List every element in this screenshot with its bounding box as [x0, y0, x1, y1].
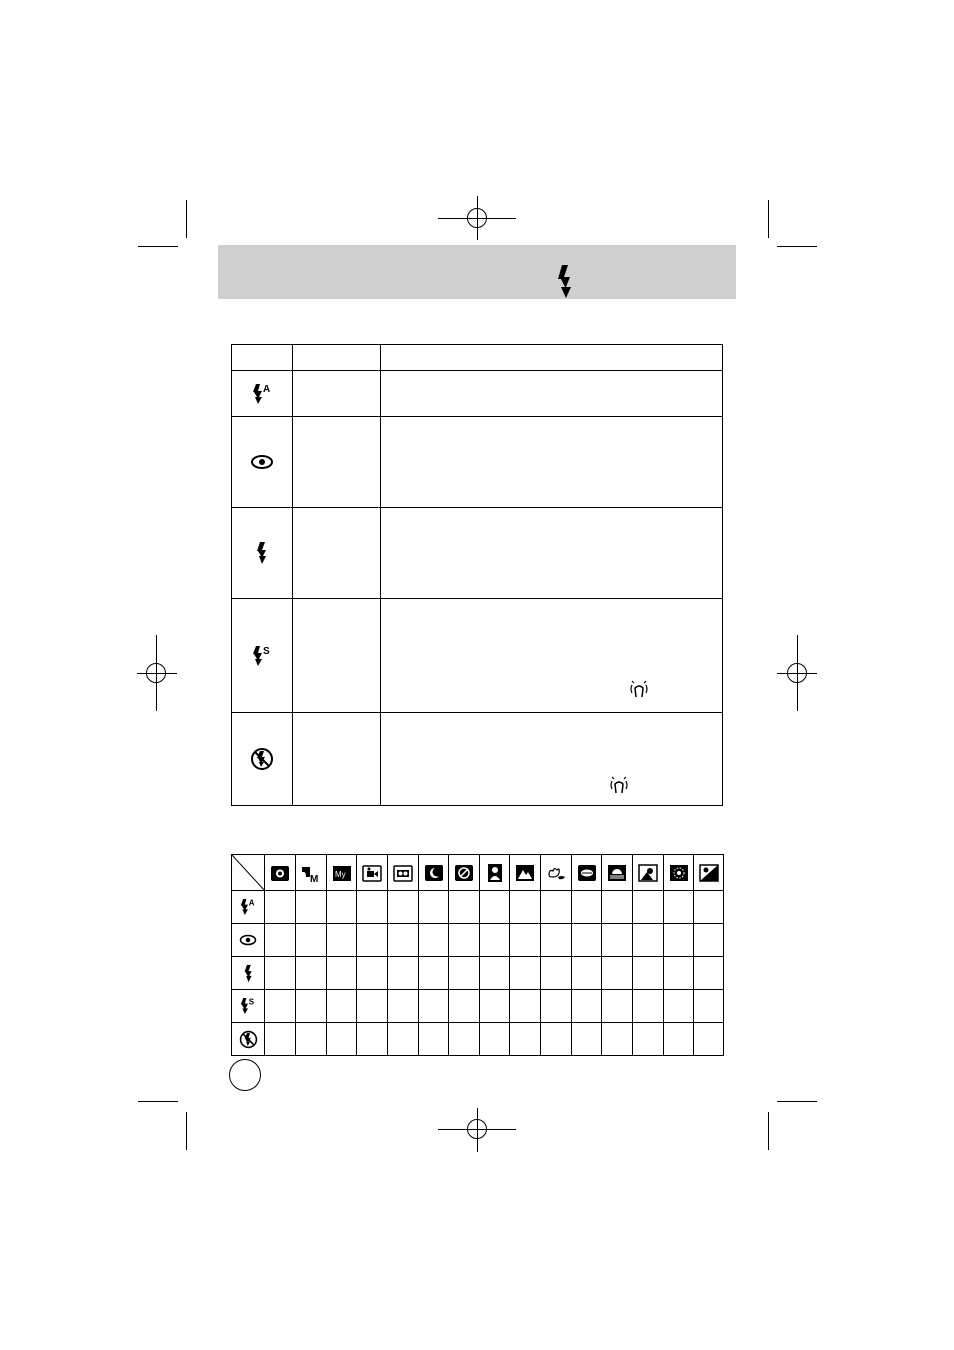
flash-mode-description: [381, 508, 723, 599]
section-header-band: [218, 245, 736, 299]
flash-mode-description: [381, 417, 723, 508]
svg-text:S: S: [248, 997, 255, 1007]
flash-mode-name: [293, 713, 381, 806]
auto-flash-icon: [240, 897, 256, 917]
table-row: [232, 599, 723, 713]
column-header-icon: [232, 345, 293, 371]
landscape-icon: [515, 863, 535, 883]
table-row: [232, 957, 724, 990]
backlight-icon: [638, 863, 658, 883]
flash-mode-description: [381, 599, 723, 713]
flash-icon: [556, 265, 576, 301]
flash-compatibility-table: [231, 854, 724, 1056]
red-eye-reduction-icon: [239, 934, 257, 946]
flash-mode-name: [293, 508, 381, 599]
slow-sync-icon: [252, 644, 272, 668]
portrait-icon: [485, 863, 505, 883]
flash-mode-name: [293, 599, 381, 713]
night-scene-icon: [424, 863, 444, 883]
flash-mode-name: [293, 417, 381, 508]
svg-text:A: A: [263, 383, 271, 395]
table-row: [232, 508, 723, 599]
beauty-shot-icon: [454, 863, 474, 883]
camera-shake-icon: [628, 679, 650, 701]
table-row: [232, 371, 723, 417]
table-row: [232, 713, 723, 806]
corner-cell: [232, 855, 265, 891]
table-row: [232, 891, 724, 924]
flash-mode-description: [381, 713, 723, 806]
table-row: [232, 990, 724, 1023]
svg-text:A: A: [248, 898, 255, 908]
camera-shake-icon: [608, 775, 630, 797]
red-eye-reduction-icon: [250, 454, 274, 470]
flash-modes-table: [231, 344, 723, 806]
text-icon: [577, 863, 597, 883]
fireworks-icon: [669, 863, 689, 883]
table-header-row: [232, 855, 724, 891]
table-row: [232, 924, 724, 957]
flash-mode-description: [381, 371, 723, 417]
table-header-row: [232, 345, 723, 371]
movie-mode-icon: [362, 863, 382, 883]
sunset-icon: [607, 863, 627, 883]
myset-mode-icon: [332, 863, 352, 883]
auto-flash-icon: [252, 382, 272, 406]
svg-text:My: My: [334, 869, 346, 879]
auto-mode-icon: [270, 863, 290, 883]
slow-sync-icon: [240, 996, 256, 1016]
flash-mode-name: [293, 371, 381, 417]
column-header-mode: [293, 345, 381, 371]
dual-is-icon: [393, 863, 413, 883]
manual-mode-icon: [301, 863, 321, 883]
fill-in-flash-icon: [243, 964, 254, 983]
flash-off-icon: [239, 1030, 258, 1049]
flash-off-icon: [250, 747, 274, 771]
beach-snow-icon: [699, 863, 719, 883]
table-row: [232, 1023, 724, 1056]
svg-text:S: S: [263, 645, 270, 657]
fill-in-flash-icon: [255, 541, 269, 565]
column-header-description: [381, 345, 723, 371]
page-number-badge: [229, 1059, 261, 1091]
svg-text:M: M: [310, 873, 319, 883]
table-row: [232, 417, 723, 508]
close-up-icon: [546, 863, 566, 883]
